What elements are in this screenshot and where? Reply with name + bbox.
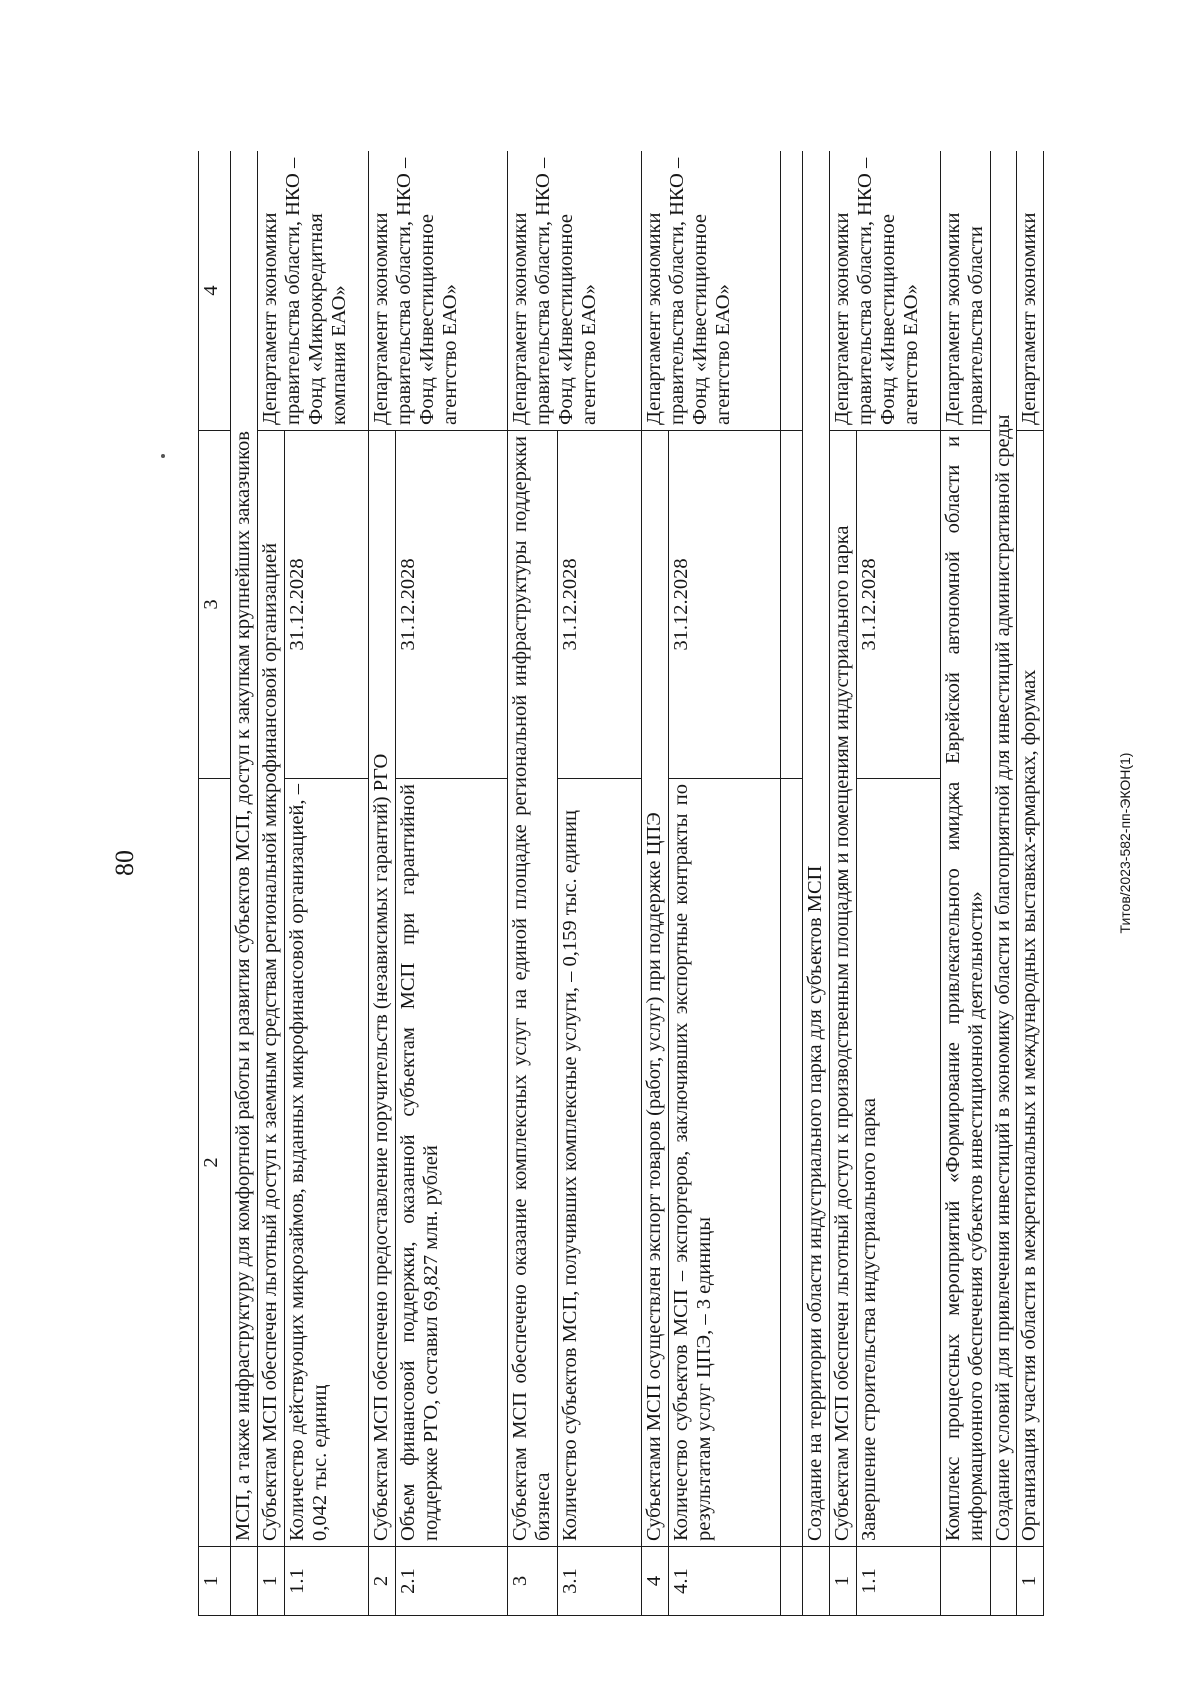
row-number: 1 [829,1547,856,1616]
row-text: Завершение строительства индустриального парка [856,779,940,1547]
measures-table [198,151,1044,1616]
table-row [368,151,395,1616]
table-section-row [802,151,829,1616]
responsible: Департамент экономики правительства области, НКО – Фонд «Инвестиционное агентство ЕАО» [368,151,507,431]
deadline-date: 31.12.2028 [395,431,507,779]
document-code: Титов/2023-582-пп-ЭКОН(1) [1117,752,1133,934]
page-number: 80 [110,850,139,876]
table-container [198,151,1070,1616]
row-number: 3 [507,1547,557,1616]
header-col-2: 2 [199,779,231,1547]
table-row [1017,151,1044,1616]
table-row [507,151,557,1616]
row-number: 1.1 [284,1547,368,1616]
table-row [641,151,668,1616]
table-row [257,151,284,1616]
responsible: Департамент экономики правительства области, НКО – Фонд «Инвестиционное агентство ЕАО» [829,151,940,431]
section-title: Создание условий для привлечения инвестиций в экономику области и благоприятной для инвестиций административной среды [990,151,1017,1547]
row-text: Субъектами МСП осуществлен экспорт товаров (работ, услуг) при поддержке ЦПЭ [641,431,668,1547]
responsible: Департамент экономики правительства области [940,151,990,431]
row-text: Объем финансовой поддержки, оказанной субъектам МСП при гарантийной поддержке РГО, составил 69,827 млн. рублей [395,779,507,1547]
row-text: Субъектам МСП обеспечен льготный доступ к заемным средствам региональной микрофинансовой организацией [257,431,284,1547]
row-number: 2 [368,1547,395,1616]
row-text: Количество субъектов МСП, получивших комплексные услуги, – 0,159 тыс. единиц [557,779,641,1547]
deadline-date: 31.12.2028 [284,431,368,779]
responsible: Департамент экономики [1017,151,1044,431]
row-text: Субъектам МСП обеспечено предоставление поручительств (независимых гарантий) РГО [368,431,395,1547]
row-number: 1.1 [856,1547,940,1616]
row-number: 1 [1017,1547,1044,1616]
row-number: 4.1 [668,1547,780,1616]
table-row-continued-title [231,151,258,1616]
row-text: Субъектам МСП обеспечен льготный доступ к производственным площадям и помещениям индустриального парка [829,431,856,1547]
header-col-3: 3 [199,431,231,779]
row-number: 1 [257,1547,284,1616]
row-text: Количество субъектов МСП – экспортеров, заключивших экспортные контракты по результатам услуг ЦПЭ, – 3 единицы [668,779,780,1547]
responsible: Департамент экономики правительства области, НКО – Фонд «Микрокредитная компания ЕАО» [257,151,368,431]
header-col-4: 4 [199,151,231,431]
responsible: Департамент экономики правительства области, НКО – Фонд «Инвестиционное агентство ЕАО» [507,151,641,431]
responsible: Департамент экономики правительства области, НКО – Фонд «Инвестиционное агентство ЕАО» [641,151,780,431]
row-text: Организация участия области в межрегиональных и международных выставках-ярмарках, форумах [1017,431,1044,1547]
row-number: 2.1 [395,1547,507,1616]
header-col-1: 1 [199,1547,231,1616]
row-text: Количество действующих микрозаймов, выданных микрофинансовой организацией, – 0,042 тыс. единиц [284,779,368,1547]
table-row [940,151,990,1616]
rotated-table [198,151,1070,1616]
deadline-date: 31.12.2028 [856,431,940,779]
row-number: 4 [641,1547,668,1616]
section-title: Создание на территории области индустриального парка для субъектов МСП [802,151,829,1547]
deadline-date: 31.12.2028 [668,431,780,779]
table-section-row [990,151,1017,1616]
row-text: Субъектам МСП обеспечено оказание комплексных услуг на единой площадке региональной инфраструктуры поддержки бизнеса [507,431,557,1547]
continued-title: МСП, а также инфраструктуру для комфортной работы и развития субъектов МСП, доступ к закупкам крупнейших заказчиков [231,151,258,1547]
deadline-date: 31.12.2028 [557,431,641,779]
table-header-row [199,151,231,1616]
scan-speck [161,454,165,458]
table-row [829,151,856,1616]
row-number: 3.1 [557,1547,641,1616]
table-gap-row [780,151,802,1616]
complex-measures-text: Комплекс процессных мероприятий «Формирование привлекательного имиджа Еврейской автономной области и информационного обеспечения субъектов инвестиционной деятельности» [940,431,990,1547]
